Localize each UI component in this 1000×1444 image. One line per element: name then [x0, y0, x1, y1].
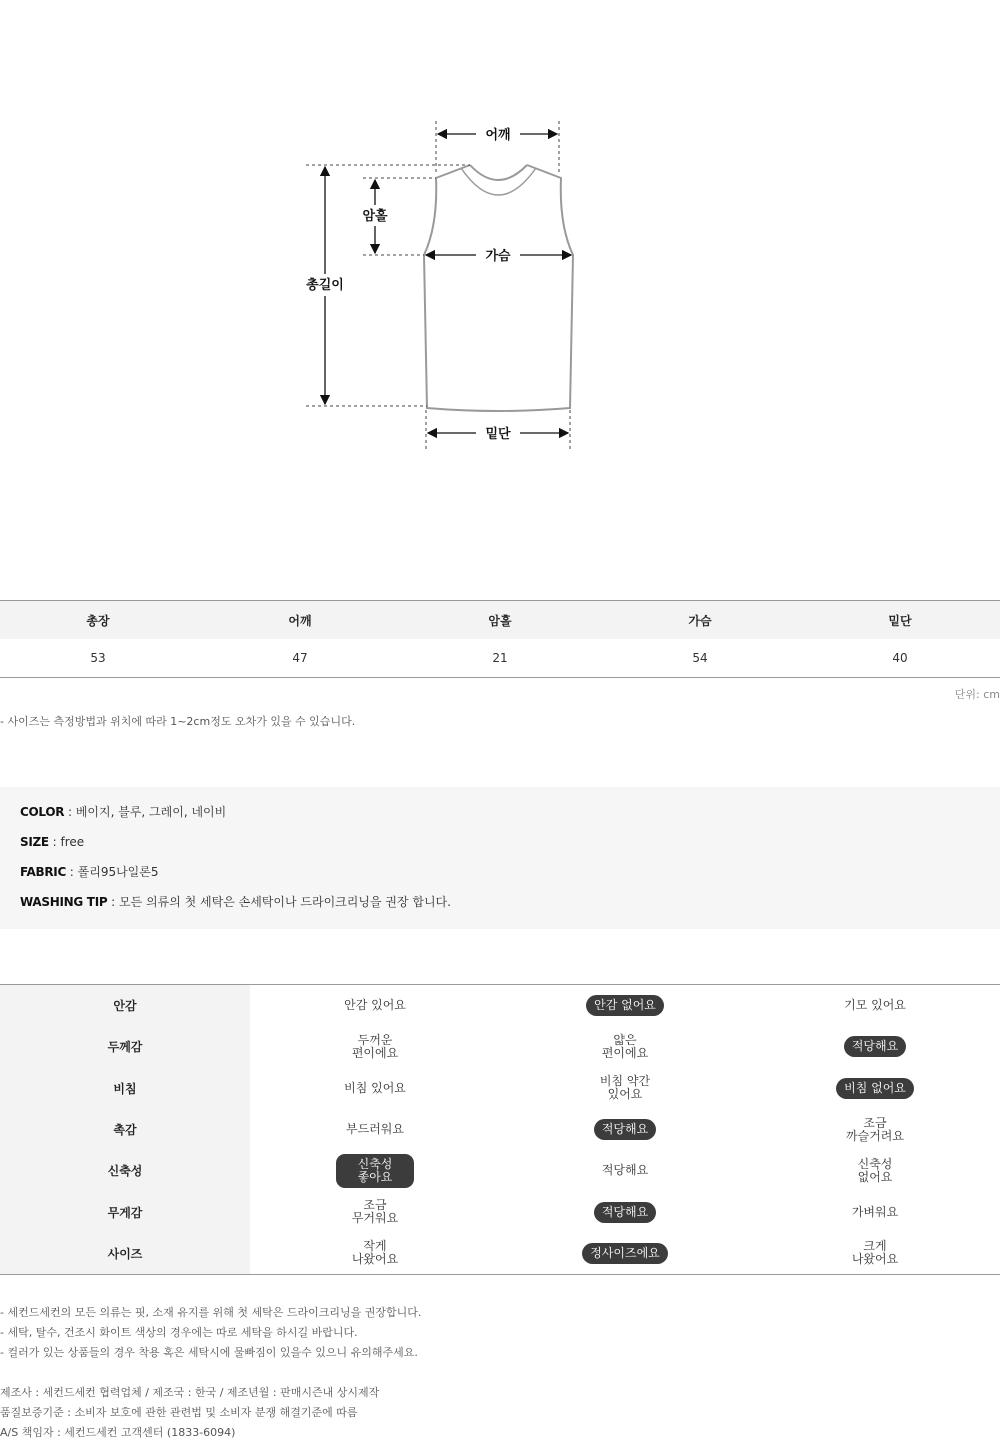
as-contact-line: A/S 책임자 : 세컨드세컨 고객센터 (1833-6094)	[0, 1426, 236, 1439]
color-line	[20, 804, 980, 834]
color-label: COLOR	[20, 805, 65, 819]
washing-tip-value: : 모든 의류의 첫 세탁은 손세탁이나 드라이크리닝을 권장 합니다.	[107, 895, 451, 909]
fit-option: 조금 까슬거려요	[846, 1115, 904, 1143]
fit-option: 작게 나왔어요	[351, 1239, 399, 1267]
fit-option: 부드러워요	[346, 1122, 404, 1137]
header-cell: 암홀	[488, 613, 512, 628]
fit-option-cell	[500, 985, 750, 1026]
value-cell: 54	[692, 651, 708, 665]
care-notes	[0, 1303, 421, 1363]
size-line	[20, 834, 980, 864]
fit-row	[0, 985, 1000, 1026]
fit-option: 조금 무거워요	[351, 1198, 399, 1226]
sleeveless-top-diagram	[0, 0, 1000, 560]
fit-option-selected: 신축성 좋아요	[336, 1154, 414, 1188]
size-table-row	[0, 639, 1000, 677]
care-note: - 컬러가 있는 상품들의 경우 착용 혹은 세탁시에 물빠짐이 있을수 있으니 유의해주세요.	[0, 1346, 418, 1359]
fit-option-cell	[250, 1150, 500, 1191]
fit-option: 안감 있어요	[344, 998, 406, 1013]
fit-row-label: 무게감	[0, 1191, 250, 1232]
fit-option-cell	[250, 985, 500, 1026]
washing-tip-line	[20, 894, 980, 924]
fit-row	[0, 1150, 1000, 1191]
fit-option-cell	[250, 1109, 500, 1150]
fit-row-label: 두께감	[0, 1026, 250, 1067]
fit-row	[0, 1068, 1000, 1109]
fit-option-selected: 안감 없어요	[586, 995, 664, 1016]
fit-option-cell	[750, 1068, 1000, 1109]
measurement-diagram	[0, 0, 1000, 560]
fit-option-cell	[500, 1068, 750, 1109]
fit-option-cell	[750, 985, 1000, 1026]
fit-option: 얇은 편이에요	[601, 1032, 649, 1060]
hem-label: 밑단	[485, 427, 511, 442]
color-value: : 베이지, 블루, 그레이, 네이비	[64, 805, 227, 819]
header-cell: 가슴	[688, 613, 712, 628]
fit-option-selected: 정사이즈에요	[582, 1243, 668, 1264]
fit-option-cell	[750, 1109, 1000, 1150]
fabric-value: : 폴리95나일론5	[65, 865, 159, 879]
size-value: : free	[48, 835, 85, 849]
total-length-label: 총길이	[306, 278, 344, 293]
fit-option: 가벼워요	[851, 1204, 899, 1219]
fit-option-cell	[750, 1150, 1000, 1191]
header-cell: 총장	[86, 613, 110, 628]
garment-outline	[424, 165, 573, 411]
fit-row	[0, 1109, 1000, 1150]
fit-option: 적당해요	[601, 1163, 649, 1178]
unit-label: 단위: cm	[954, 688, 1000, 701]
fit-option: 비침 있어요	[344, 1080, 406, 1095]
fabric-label: FABRIC	[20, 865, 66, 879]
guide-lines	[306, 121, 570, 452]
fit-option-cell	[500, 1150, 750, 1191]
size-table	[0, 600, 1000, 678]
fit-option: 크게 나왔어요	[851, 1239, 899, 1267]
warranty-line: 품질보증기준 : 소비자 보호에 관한 관련법 및 소비자 분쟁 해결기준에 따름	[0, 1406, 358, 1419]
washing-tip-label: WASHING TIP	[20, 895, 108, 909]
fit-row-label: 비침	[0, 1068, 250, 1109]
fit-option-selected: 적당해요	[594, 1202, 656, 1223]
fabric-line	[20, 864, 980, 894]
fit-option: 비침 약간 있어요	[599, 1074, 651, 1102]
value-cell: 47	[292, 651, 308, 665]
fit-option-cell	[250, 1068, 500, 1109]
fit-row	[0, 1233, 1000, 1274]
fit-option-cell	[250, 1233, 500, 1274]
fit-option-selected: 적당해요	[594, 1119, 656, 1140]
fit-option-selected: 비침 없어요	[836, 1078, 914, 1099]
care-note: - 세컨드세컨의 모든 의류는 핏, 소재 유지를 위해 첫 세탁은 드라이크리닝을 권장합니다.	[0, 1306, 422, 1319]
size-table-header	[0, 601, 1000, 639]
fit-option-cell	[500, 1026, 750, 1067]
care-note: - 세탁, 탈수, 건조시 화이트 색상의 경우에는 따로 세탁을 하시길 바랍니다.	[0, 1326, 358, 1339]
fit-option-cell	[750, 1026, 1000, 1067]
fit-option-cell	[750, 1191, 1000, 1232]
fit-option: 두꺼운 편이에요	[351, 1032, 399, 1060]
armhole-label: 암홀	[362, 209, 388, 224]
fit-option-selected: 적당해요	[844, 1036, 906, 1057]
value-cell: 21	[492, 651, 508, 665]
fit-option-cell	[500, 1109, 750, 1150]
value-cell: 40	[892, 651, 908, 665]
chest-label: 가슴	[485, 249, 511, 264]
fit-table	[0, 984, 1000, 1275]
fit-option-cell	[250, 1026, 500, 1067]
shoulder-label: 어깨	[485, 128, 511, 143]
manufacturer-line: 제조사 : 세컨드세컨 협력업체 / 제조국 : 한국 / 제조년월 : 판매시즌내 상시제작	[0, 1386, 380, 1399]
fit-row-label: 신축성	[0, 1150, 250, 1191]
fit-row-label: 안감	[0, 985, 250, 1026]
value-cell: 53	[90, 651, 106, 665]
fit-option-cell	[500, 1191, 750, 1232]
fit-option: 신축성 없어요	[857, 1156, 893, 1184]
size-label: SIZE	[20, 835, 49, 849]
fit-row-label: 촉감	[0, 1109, 250, 1150]
product-info-box	[0, 787, 1000, 929]
manufacturer-info	[0, 1383, 379, 1443]
header-cell: 밑단	[888, 613, 912, 628]
fit-option-cell	[500, 1233, 750, 1274]
fit-row	[0, 1191, 1000, 1232]
fit-option: 기모 있어요	[844, 998, 906, 1013]
arrows	[325, 134, 571, 433]
fit-option-cell	[250, 1191, 500, 1232]
fit-option-cell	[750, 1233, 1000, 1274]
fit-row	[0, 1026, 1000, 1067]
fit-row-label: 사이즈	[0, 1233, 250, 1274]
header-cell: 어깨	[288, 613, 312, 628]
size-note: - 사이즈는 측정방법과 위치에 따라 1~2cm정도 오차가 있을 수 있습니다.	[0, 715, 356, 728]
